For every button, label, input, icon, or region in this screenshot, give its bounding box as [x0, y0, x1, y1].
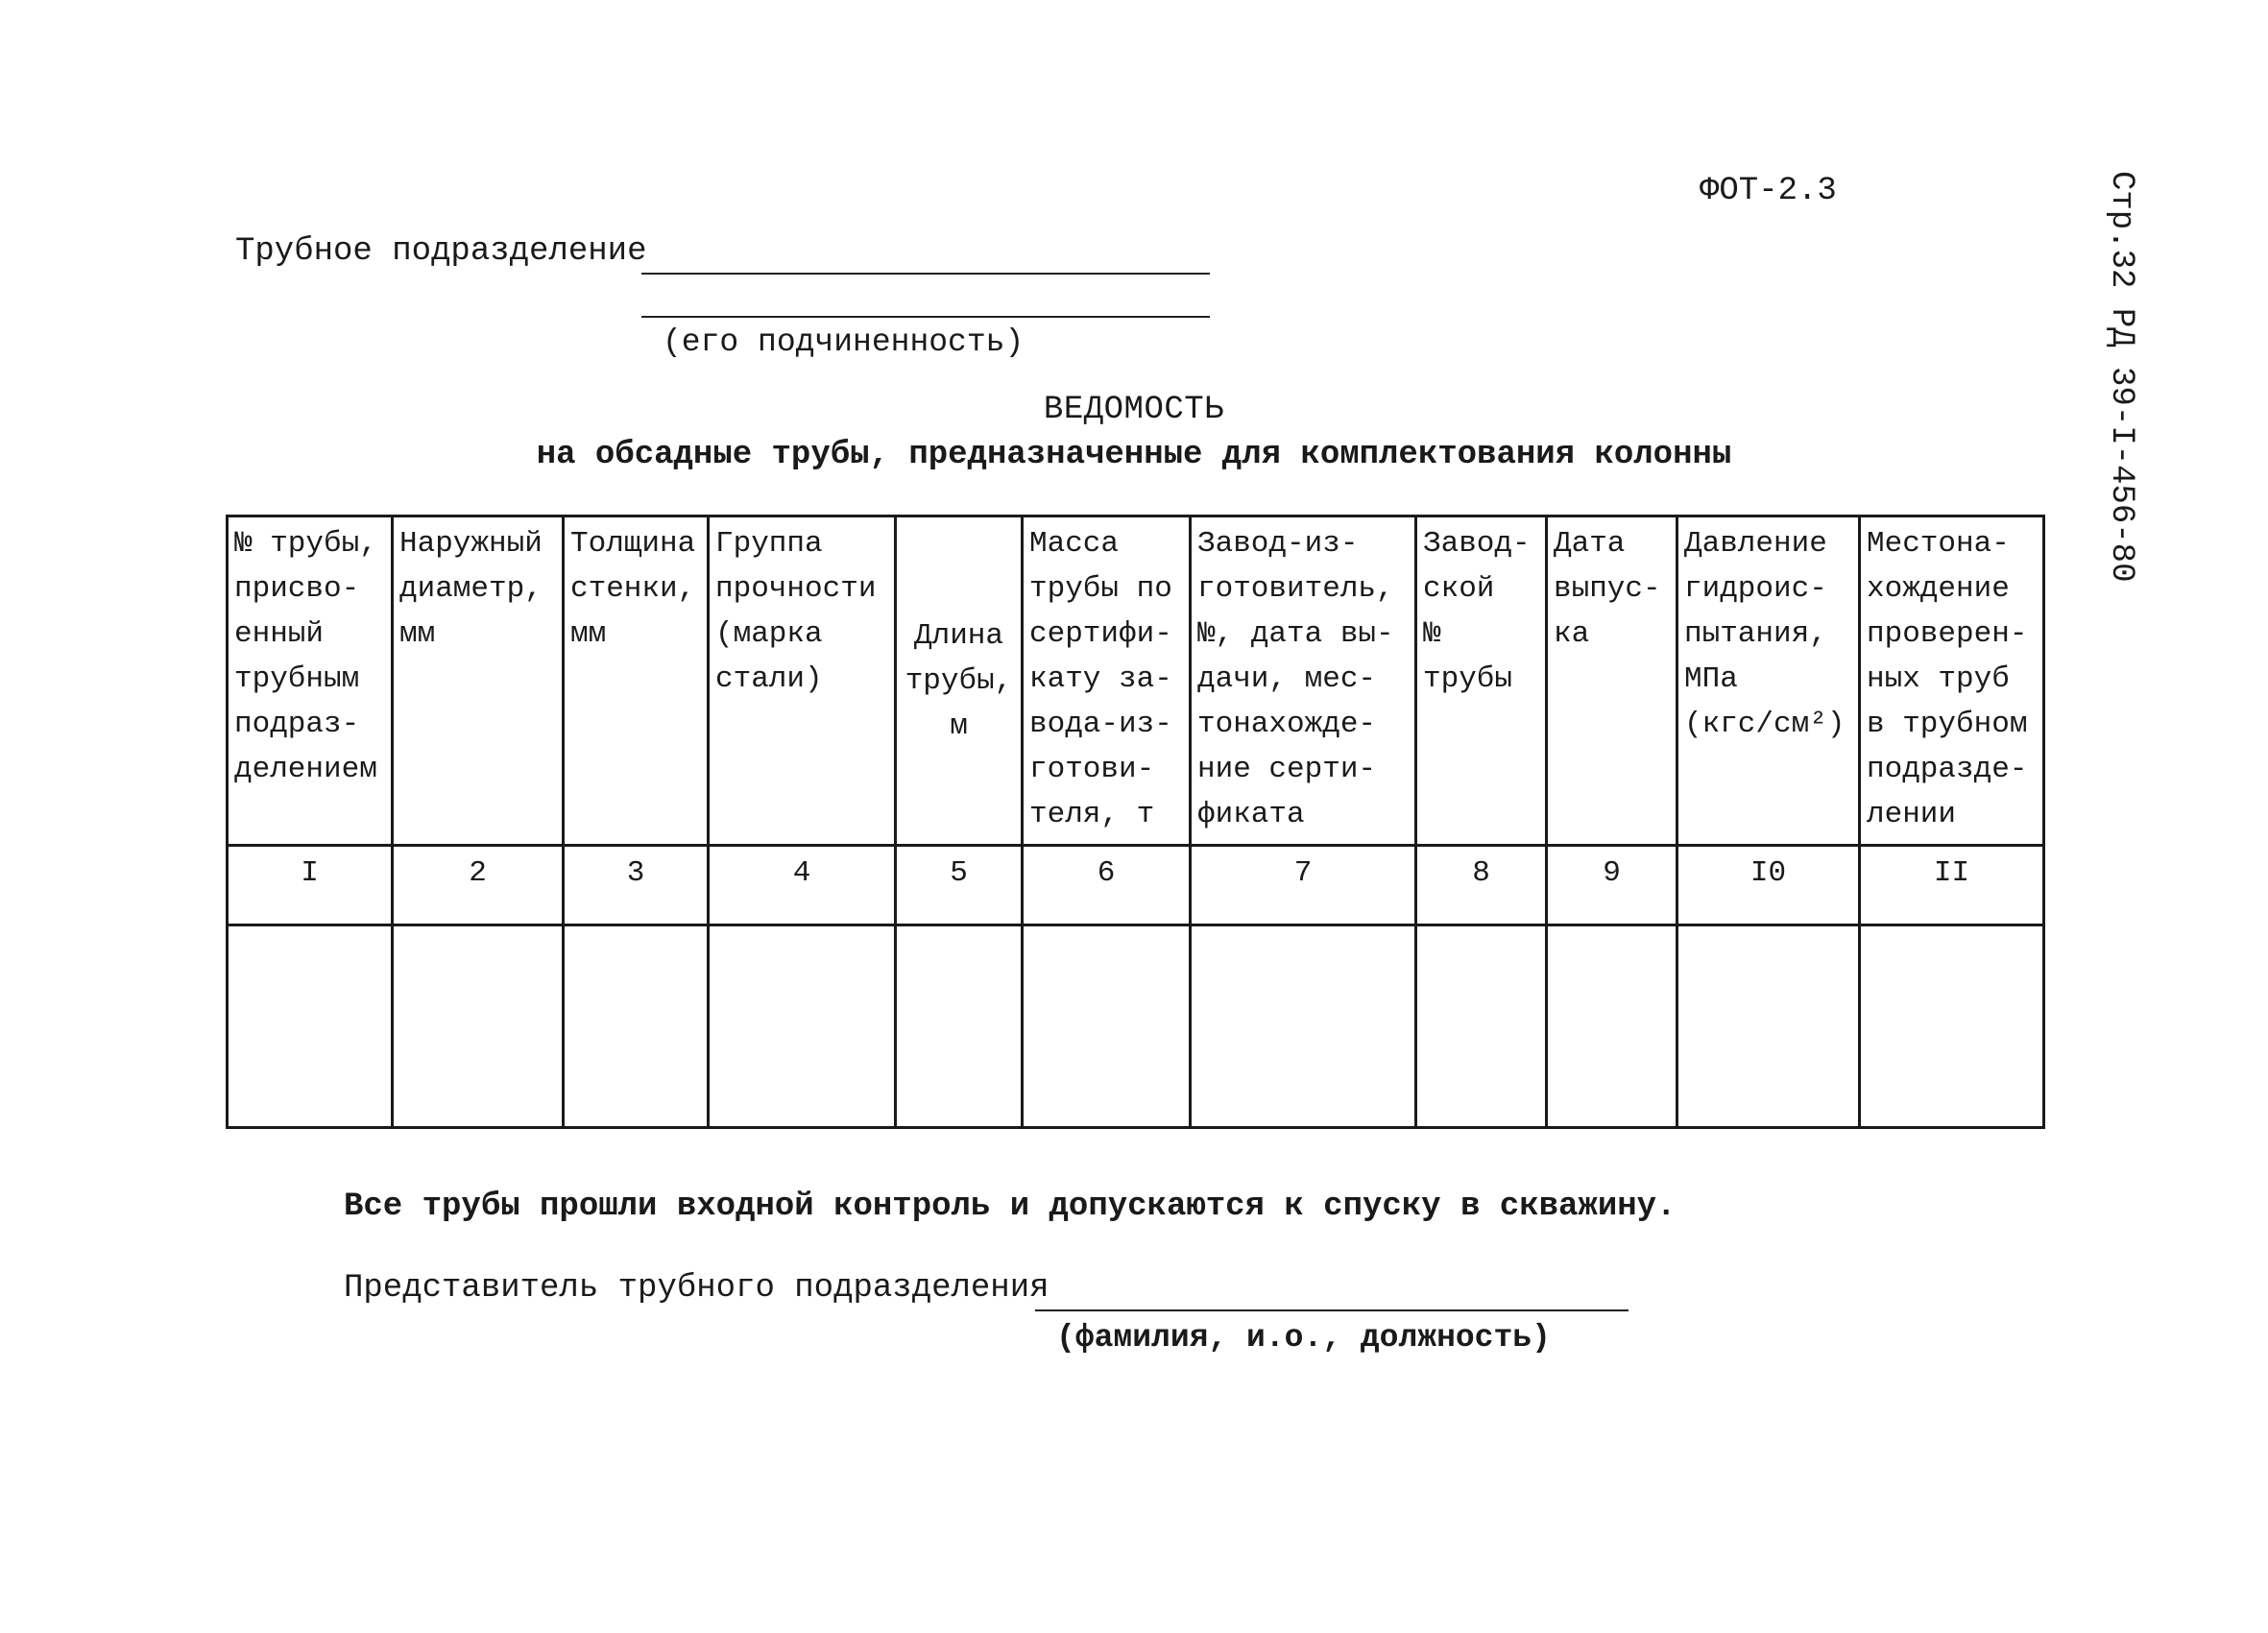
- column-header: Группа прочности (марка стали): [709, 516, 896, 846]
- column-number: 3: [564, 846, 709, 925]
- column-number: 9: [1547, 846, 1677, 925]
- inspection-conclusion: Все трубы прошли входной контроль и допускаются к спуску в скважину.: [344, 1189, 1677, 1225]
- data-cell[interactable]: [709, 925, 896, 1128]
- column-header: Местона- хождение проверен- ных труб в трубном подразде- лении: [1860, 516, 2044, 846]
- page-reference: Стр.32 РД 39-I-456-80: [2103, 171, 2139, 583]
- column-number: I: [228, 846, 393, 925]
- representative-label: Представитель трубного подразделения: [344, 1270, 1050, 1307]
- division-input-line[interactable]: [641, 273, 1210, 275]
- column-header: Завод- ской № трубы: [1416, 516, 1547, 846]
- column-number: 5: [896, 846, 1023, 925]
- data-cell[interactable]: [1860, 925, 2044, 1128]
- data-cell[interactable]: [1416, 925, 1547, 1128]
- column-header: Наружный диаметр, мм: [393, 516, 564, 846]
- column-header: Толщина стенки, мм: [564, 516, 709, 846]
- column-number: 6: [1023, 846, 1191, 925]
- representative-caption: (фамилия, и.о., должность): [1056, 1320, 1551, 1356]
- column-number: I0: [1677, 846, 1860, 925]
- column-header: Дата выпус- ка: [1547, 516, 1677, 846]
- column-number-row: [228, 846, 2044, 925]
- data-cell[interactable]: [393, 925, 564, 1128]
- casing-pipe-table: [226, 515, 2045, 1129]
- division-label: Трубное подразделение: [235, 233, 647, 270]
- document-subtitle: на обсадные трубы, предназначенные для комплектования колонны: [536, 437, 1732, 473]
- column-header: Длина трубы, м: [896, 516, 1023, 846]
- column-number: 4: [709, 846, 896, 925]
- column-header: Завод-из- готовитель, №, дата вы- дачи, мес- тонахожде- ние серти- фиката: [1191, 516, 1416, 846]
- column-number: 7: [1191, 846, 1416, 925]
- column-number: 8: [1416, 846, 1547, 925]
- table-header-row: [228, 516, 2044, 846]
- column-header: Масса трубы по сертифи- кату за- вода-из- готови- теля, т: [1023, 516, 1191, 846]
- representative-signature-line[interactable]: [1035, 1309, 1629, 1311]
- subordination-caption: (его подчиненность): [663, 324, 1025, 360]
- column-number: 2: [393, 846, 564, 925]
- data-cell[interactable]: [1191, 925, 1416, 1128]
- column-header: № трубы, присво- енный трубным подраз- делением: [228, 516, 393, 846]
- data-cell[interactable]: [228, 925, 393, 1128]
- data-cell[interactable]: [896, 925, 1023, 1128]
- document-title: ВЕДОМОСТЬ: [1043, 392, 1225, 428]
- subordination-input-line[interactable]: [641, 316, 1210, 318]
- data-cell[interactable]: [564, 925, 709, 1128]
- data-cell[interactable]: [1547, 925, 1677, 1128]
- table-data-row: [228, 925, 2044, 1128]
- data-cell[interactable]: [1023, 925, 1191, 1128]
- column-header: Давление гидроис- пытания, МПа (кгс/см²): [1677, 516, 1860, 846]
- column-number: II: [1860, 846, 2044, 925]
- form-code: ФОТ-2.3: [1700, 173, 1837, 209]
- data-cell[interactable]: [1677, 925, 1860, 1128]
